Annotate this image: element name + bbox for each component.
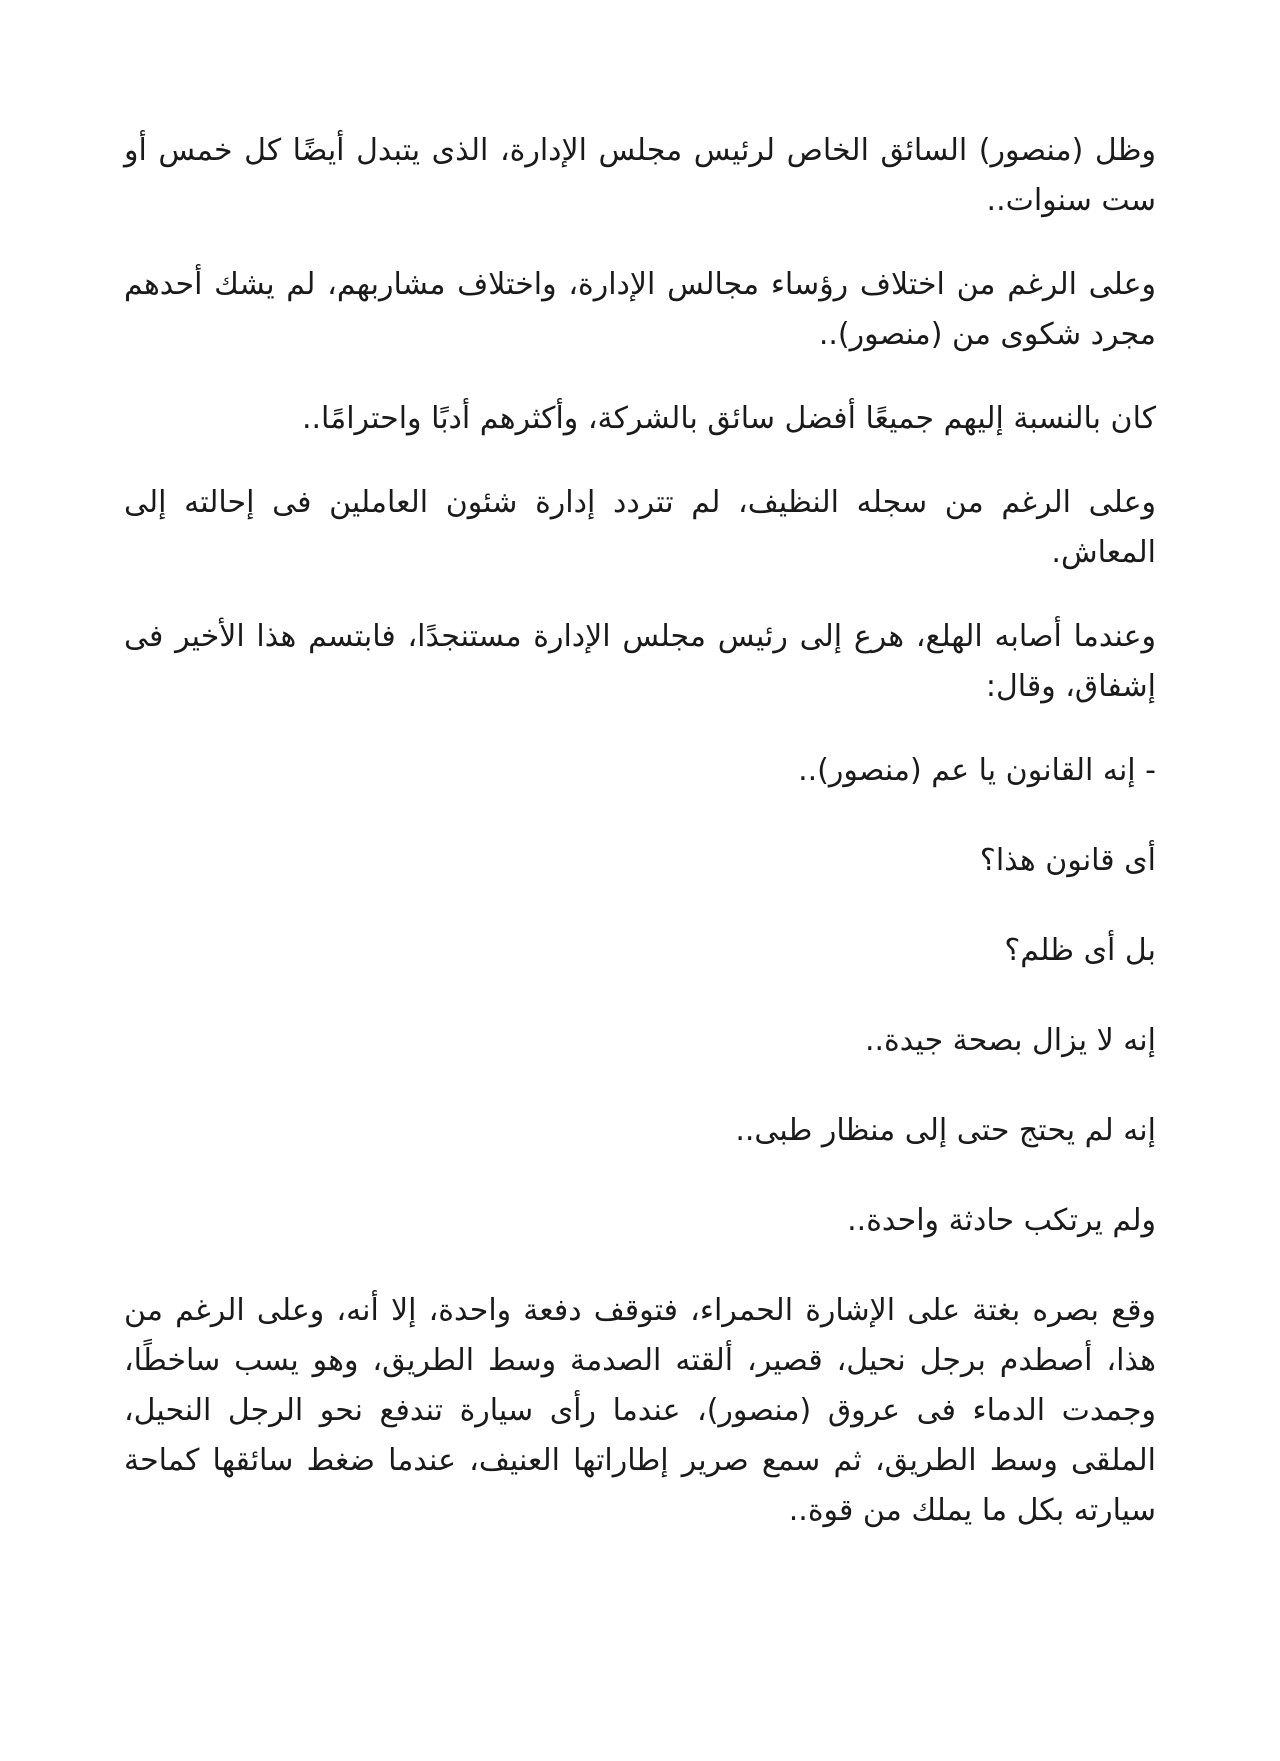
paragraph-3: كان بالنسبة إليهم جميعًا أفضل سائق بالشركة، وأكثرهم أدبًا واحترامًا.. — [301, 401, 1156, 436]
paragraph-1: وظل (منصور) السائق الخاص لرئيس مجلس الإدارة، الذى يتبدل أيضًا كل خمس أو ست سنوات.. — [124, 133, 1156, 218]
paragraph-10: إنه لم يحتج حتى إلى منظار طبى.. — [735, 1113, 1156, 1148]
dialogue-line: - إنه القانون يا عم (منصور).. — [798, 753, 1156, 788]
paragraph-8: بل أى ظلم؟ — [1004, 933, 1156, 968]
paragraph-2: وعلى الرغم من اختلاف رؤساء مجالس الإدارة، واختلاف مشاربهم، لم يشك أحدهم مجرد شكوى من (منصور).. — [124, 267, 1156, 352]
paragraph-4: وعلى الرغم من سجله النظيف، لم تتردد إدارة شئون العاملين فى إحالته إلى المعاش. — [124, 485, 1156, 570]
paragraph-9: إنه لا يزال بصحة جيدة.. — [864, 1023, 1156, 1058]
paragraph-11: ولم يرتكب حادثة واحدة.. — [847, 1203, 1156, 1238]
paragraph-7: أى قانون هذا؟ — [979, 843, 1156, 878]
paragraph-12: وقع بصره بغتة على الإشارة الحمراء، فتوقف دفعة واحدة، إلا أنه، وعلى الرغم من هذا، أصطدم برجل نحيل، قصير، ألقته الصدمة وسط الطريق، وهو يسب ساخطًا، وجمدت الدماء فى عروق (منصور)، عندما رأى سيارة تندفع نحو الرجل النحيل، الملقى وسط الطريق، ثم سمع صرير إطاراتها العنيف، عندما ضغط سائقها كماحة سيارته بكل ما يملك من قوة.. — [124, 1293, 1156, 1528]
paragraph-5: وعندما أصابه الهلع، هرع إلى رئيس مجلس الإدارة مستنجدًا، فابتسم هذا الأخير فى إشفاق، وقال: — [124, 619, 1156, 704]
